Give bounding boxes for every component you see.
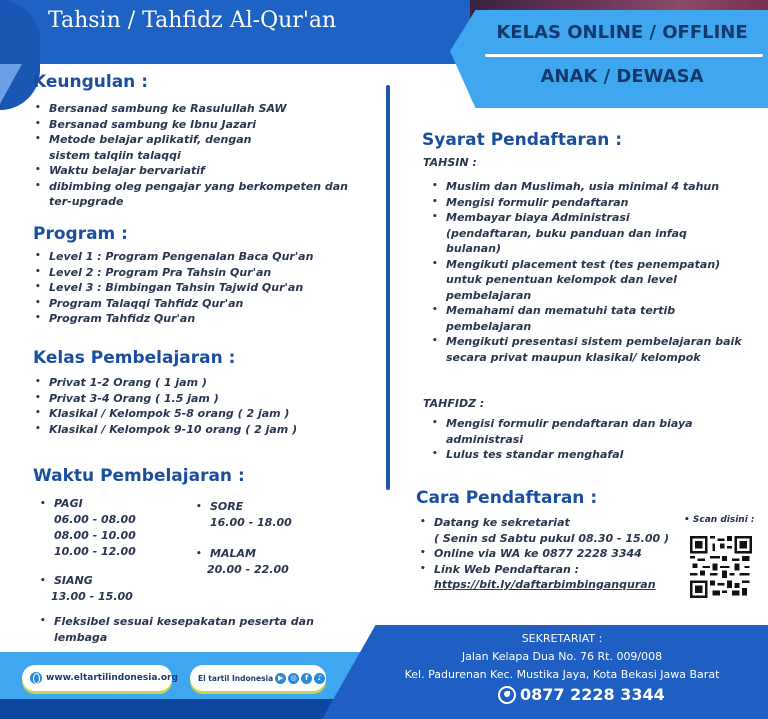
- list-item: • Privat 1-2 Orang ( 1 jam ): [35, 375, 375, 391]
- list-item: • Bersanad sambung ke Rasulullah SAW: [35, 101, 365, 117]
- badge-audience: ANAK / DEWASA: [540, 66, 704, 87]
- kelas-heading: Kelas Pembelajaran :: [33, 348, 236, 368]
- time-slot-siang: [40, 573, 133, 605]
- keunggulan-list: [35, 101, 365, 210]
- waktu-flexible-note: [40, 614, 350, 645]
- slot-time: 10.00 - 12.00: [54, 545, 136, 558]
- time-slot-sore: [196, 499, 292, 531]
- tahsin-label: TAHSIN :: [423, 156, 477, 169]
- slot-name: • MALAM: [196, 546, 289, 562]
- scan-label: • Scan disini :: [684, 515, 755, 525]
- address-line-2: Kel. Padurenan Kec. Mustika Jaya, Kota Bekasi Jawa Barat: [404, 668, 720, 681]
- list-item: • Klasikal / Kelompok 5-8 orang ( 2 jam ): [35, 406, 375, 422]
- list-item: • Waktu belajar bervariatif: [35, 163, 365, 179]
- list-item: • Online via WA ke 0877 2228 3344: [420, 546, 682, 562]
- slot-name: • SIANG: [40, 573, 133, 589]
- list-item: [420, 562, 682, 593]
- qr-code-icon: [690, 536, 752, 598]
- list-item: • Level 2 : Program Pra Tahsin Qur'an: [35, 265, 375, 281]
- syarat-heading: Syarat Pendaftaran :: [422, 130, 623, 150]
- slot-time: 16.00 - 18.00: [210, 516, 292, 529]
- cara-heading: Cara Pendaftaran :: [416, 488, 598, 508]
- social-pill[interactable]: [190, 665, 326, 691]
- list-item: • Mengikuti presentasi sistem pembelajaran baik secara privat maupun klasikal/ kelompok: [432, 334, 742, 365]
- social-account-name: El tartil Indonesia: [198, 673, 274, 683]
- globe-icon: [30, 672, 42, 684]
- list-item: • Klasikal / Kelompok 9-10 orang ( 2 jam ): [35, 422, 375, 438]
- list-item: • Muslim dan Muslimah, usia minimal 4 tahun: [432, 179, 758, 195]
- slot-time: 20.00 - 22.00: [207, 563, 289, 576]
- list-item: • Metode belajar aplikatif, dengan sistem talqiin talaqqi: [35, 132, 295, 163]
- tahfidz-label: TAHFIDZ :: [423, 397, 485, 410]
- phone-number: 0877 2228 3344: [520, 685, 665, 704]
- slot-time: 06.00 - 08.00: [54, 513, 136, 526]
- tahsin-requirements-list: [432, 179, 758, 365]
- address-title: SEKRETARIAT :: [521, 632, 603, 645]
- tiktok-icon[interactable]: ♪: [314, 673, 325, 684]
- scan-text: Scan disini :: [692, 515, 755, 525]
- badge-class-mode: KELAS ONLINE / OFFLINE: [496, 22, 748, 43]
- list-item: • Bersanad sambung ke Ibnu Jazari: [35, 117, 365, 133]
- list-item: • Membayar biaya Administrasi (pendaftaran, buku panduan dan infaq bulanan): [432, 210, 712, 257]
- list-item: • Mengikuti placement test (tes penempatan) untuk penentuan kelompok dan level pembelajaran: [432, 257, 758, 304]
- time-slot-pagi: [40, 496, 136, 560]
- slot-time: 13.00 - 15.00: [51, 590, 133, 603]
- website-pill[interactable]: [22, 665, 178, 691]
- page-title: Tahsin / Tahfidz Al-Qur'an: [48, 8, 337, 33]
- list-item: [420, 515, 682, 546]
- list-item: • Privat 3-4 Orang ( 1.5 jam ): [35, 391, 375, 407]
- list-item: • Program Talaqqi Tahfidz Qur'an: [35, 296, 375, 312]
- badge-divider: [485, 54, 763, 57]
- keunggulan-heading: Keungulan :: [33, 72, 148, 92]
- program-list: [35, 249, 375, 327]
- list-item: • Memahami dan mematuhi tata tertib pembelajaran: [432, 303, 702, 334]
- instagram-icon[interactable]: ◎: [288, 673, 299, 684]
- tahfidz-requirements-list: [432, 416, 742, 463]
- waktu-heading: Waktu Pembelajaran :: [33, 466, 245, 486]
- whatsapp-icon: [498, 686, 516, 704]
- slot-name: • PAGI: [40, 496, 136, 512]
- cara-list: [420, 515, 682, 593]
- list-item: • Fleksibel sesuai kesepakatan peserta dan lembaga: [40, 614, 350, 645]
- item-text: Datang ke sekretariat: [434, 516, 570, 529]
- column-divider: [386, 85, 390, 490]
- phone-contact[interactable]: [498, 685, 665, 704]
- qr-code[interactable]: [690, 536, 752, 598]
- list-item: • Lulus tes standar menghafal: [432, 447, 742, 463]
- list-item: • Level 1 : Program Pengenalan Baca Qur'an: [35, 249, 375, 265]
- list-item: • dibimbing oleg pengajar yang berkompeten dan ter-upgrade: [35, 179, 355, 210]
- list-item: • Mengisi formulir pendaftaran dan biaya administrasi: [432, 416, 732, 447]
- youtube-icon[interactable]: ▶: [275, 673, 286, 684]
- office-hours: ( Senin sd Sabtu pukul 08.30 - 15.00 ): [434, 531, 670, 545]
- kelas-list: [35, 375, 375, 437]
- program-heading: Program :: [33, 224, 128, 244]
- slot-name: • SORE: [196, 499, 292, 515]
- list-item: • Mengisi formulir pendaftaran: [432, 195, 758, 211]
- registration-link[interactable]: https://bit.ly/daftarbimbinganquran: [434, 578, 656, 591]
- time-slot-malam: [196, 546, 289, 578]
- list-item: • Program Tahfidz Qur'an: [35, 311, 375, 327]
- slot-time: 08.00 - 10.00: [54, 529, 136, 542]
- item-text: Link Web Pendaftaran :: [434, 562, 580, 576]
- website-url: www.eltartilindonesia.org: [46, 673, 178, 683]
- address-line-1: Jalan Kelapa Dua No. 76 Rt. 009/008: [461, 650, 663, 663]
- list-item: • Level 3 : Bimbingan Tahsin Tajwid Qur'an: [35, 280, 375, 296]
- facebook-icon[interactable]: f: [301, 673, 312, 684]
